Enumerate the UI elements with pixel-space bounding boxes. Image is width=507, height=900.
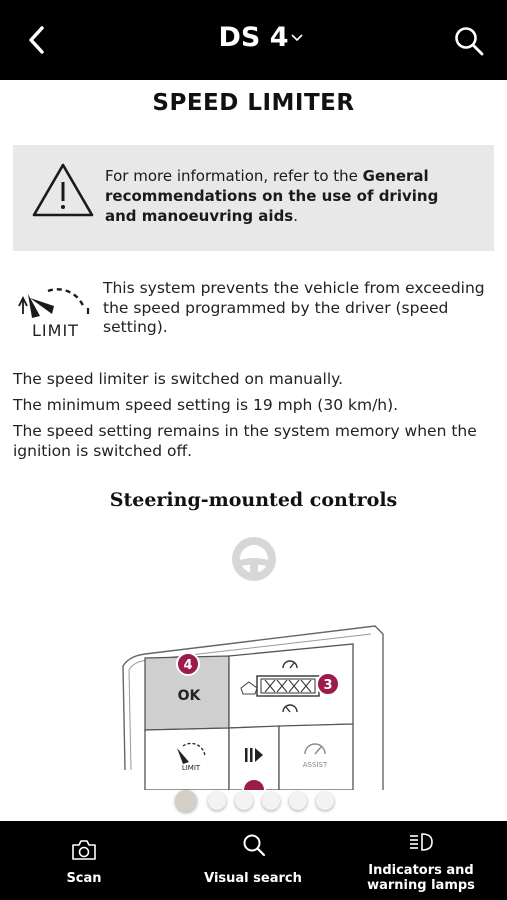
back-button[interactable]: [22, 24, 54, 56]
tab-visual-search-label: Visual search: [204, 871, 302, 886]
tab-visual-search[interactable]: [195, 821, 311, 900]
steering-wheel-icon[interactable]: [229, 535, 279, 583]
section-heading: Steering-mounted controls: [109, 489, 398, 511]
steering-controls-figure: [117, 620, 387, 790]
tab-indicators[interactable]: [340, 821, 502, 900]
limit-button-label: LIMIT: [181, 764, 201, 772]
paragraph-minimum-speed: The minimum speed setting is 19 mph (30 km/h).: [13, 396, 399, 414]
page-title: SPEED LIMITER: [152, 90, 355, 116]
controls-illustration: [117, 620, 387, 790]
carousel-dot-4[interactable]: [262, 792, 280, 810]
tab-indicators-label: Indicators and warning lamps: [367, 863, 475, 893]
search-icon: [452, 24, 486, 58]
carousel-dot-5[interactable]: [289, 792, 307, 810]
bottom-navigation: [0, 821, 507, 900]
notice-link[interactable]: General recommendations on the use of driving and manoeuvring aids: [105, 167, 439, 225]
callout-4: 4: [183, 658, 193, 673]
notice-text: For more information, refer to the General recommendations on the use of driving and manoeuvring aids.: [105, 167, 439, 225]
chevron-down-icon: [291, 33, 303, 43]
tab-scan-label: Scan: [66, 871, 102, 886]
camera-icon: [71, 839, 97, 861]
app-title: DS 4: [218, 22, 289, 53]
carousel-pagination: [0, 792, 507, 814]
assist-button-label: ASSIST: [302, 761, 328, 769]
tab-scan[interactable]: [34, 821, 134, 900]
callout-3: 3: [323, 678, 333, 693]
paragraph-memory: The speed setting remains in the system memory when the ignition is switched off.: [13, 422, 477, 460]
top-app-bar: [0, 0, 507, 80]
search-icon: [241, 832, 267, 858]
carousel-dot-2[interactable]: [208, 792, 226, 810]
carousel-dot-6[interactable]: [316, 792, 334, 810]
headlamp-icon: [408, 832, 434, 852]
warning-triangle-icon: [31, 162, 95, 218]
paragraph-switched-on: The speed limiter is switched on manually.: [13, 370, 344, 388]
carousel-dot-1[interactable]: [175, 790, 197, 812]
chevron-left-icon: [22, 24, 54, 56]
limit-label: LIMIT: [32, 321, 79, 340]
system-description: This system prevents the vehicle from exceeding the speed programmed by the driver (speed setting).: [103, 279, 485, 336]
info-notice: [13, 145, 494, 251]
search-button[interactable]: [452, 24, 486, 58]
carousel-dot-3[interactable]: [235, 792, 253, 810]
ok-button-label: OK: [177, 688, 201, 704]
